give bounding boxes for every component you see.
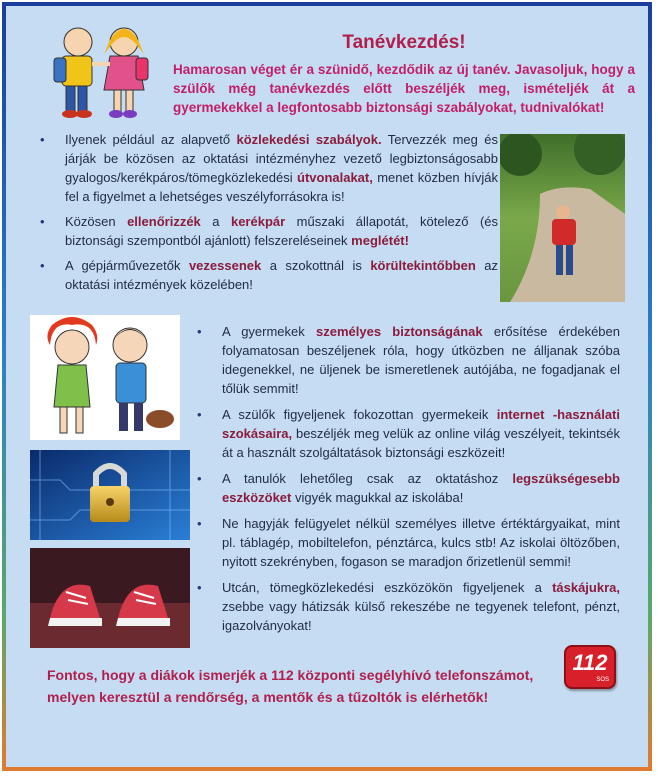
badge-sub: SOS <box>596 677 609 683</box>
list-item: • A gépjárművezetők vezessenek a szokottnál is körültekintőbben az oktatási intézmények közelében! <box>65 256 498 294</box>
list-item: • Ne hagyják felügyelet nélkül személyes illetve értéktárgyaikat, mint pl. táblagép, mobiltelefon, pénztárca, kulcs stb! Az iskolai öltözőben, nyitott szekrényben, fogason se maradjon őrizetlenül semmi! <box>222 514 620 571</box>
emergency-112-logo <box>564 645 616 689</box>
cartoon-kids-illustration <box>30 315 180 440</box>
traffic-rules-list <box>65 130 498 300</box>
badge-number: 112 <box>572 650 608 675</box>
page-title: Tanévkezdés! <box>342 32 466 53</box>
kids-walking-illustration <box>40 14 160 124</box>
list-item: • A tanulók lehetőleg csak az oktatáshoz legszükségesebb eszközöket vigyék magukkal az iskolába! <box>222 469 620 507</box>
sneakers-photo <box>30 548 190 648</box>
child-walking-photo <box>500 134 625 302</box>
emergency-number-note: Fontos, hogy a diákok ismerjék a 112 központi segélyhívó telefonszámot, melyen keresztül a rendőrség, a mentők és a tűzoltók is elérhetők! <box>47 667 534 705</box>
personal-safety-list <box>222 322 620 642</box>
list-item: • Közösen ellenőrizzék a kerékpár műszaki állapotát, kötelező (és biztonsági szempontból ajánlott) felszereléseinek meglétét! <box>65 212 498 250</box>
list-item: • A gyermekek személyes biztonságának erősítése érdekében folyamatosan beszéljenek róla, hogy útközben ne álljanak szóba idegenekkel, ne üljenek be ismeretlenek autójába, ne fogadjanak el tőlük semmit! <box>222 322 620 398</box>
list-item: • Utcán, tömegközlekedési eszközökön figyeljenek a táskájukra, zsebbe vagy hátizsák külső rekeszébe ne tegyenek telefont, pénzt, igazolványokat! <box>222 578 620 635</box>
list-item: • A szülők figyeljenek fokozottan gyermekeik internet -használati szokásaira, beszéljék meg velük az online világ veszélyeit, tekintsék át a használt szolgáltatások biztonsági eszközeit! <box>222 405 620 462</box>
list-item: • Ilyenek például az alapvető közlekedési szabályok. Tervezzék meg és járják be közösen az oktatási intézményhez vezető legbiztonságosabb gyalogos/kerékpáros/tömegközlekedési útvonalakat, menet közben hívják fel a figyelmet a lehetséges veszélyforrásokra is! <box>65 130 498 206</box>
padlock-security-photo <box>30 450 190 540</box>
intro-paragraph: Hamarosan véget ér a szünidő, kezdődik az új tanév. Javasoljuk, hogy a szülők még tanévkezdés előtt beszéljék meg, ismételjék át a gyermekekkel a legfontosabb biztonsági szabályokat, tudnivalókat! <box>173 62 635 115</box>
